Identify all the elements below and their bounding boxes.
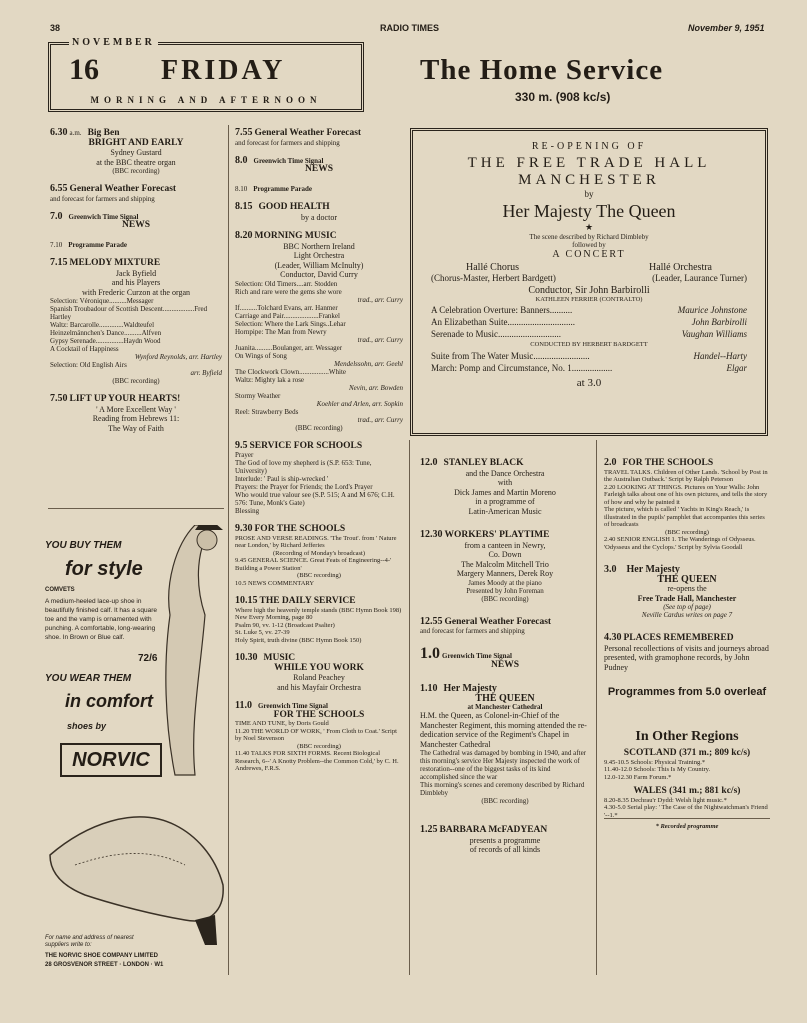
divider: [48, 508, 224, 509]
programme-item: 7.50 LIFT UP YOUR HEARTS! ' A More Excellent Way ' Reading from Hebrews 11: The Way of Faith: [50, 393, 181, 433]
programme-item: 10.30 MUSIC WHILE YOU WORK Roland Peachey and his Mayfair Orchestra: [235, 652, 364, 692]
programme-item: 1.10 Her Majesty THE QUEEN at Manchester Cathedral H.M. the Queen, as Colonel-in-Chief of the Manchester Regiment, this morning attended the re-dedication service of the Regiment's Chapel in Manchester Cathedral The Cathedral was damaged by bombing in 1940, and after this morning's service Her Majesty inspected the work of restoration--one of the biggest tasks of its kind accomplished since the war This morning's scenes and ceremony described by Richard Dimbleby (BBC recording): [420, 683, 587, 805]
programme-item: 7.0 Greenwich Time Signal NEWS: [50, 210, 150, 230]
programme-item: 1.0 Greenwich Time Signal NEWS: [420, 645, 519, 670]
programme-item: 7.10 Programme Parade: [50, 240, 128, 249]
programme-item: 1.25 BARBARA McFADYEAN presents a programme of records of all kinds: [420, 824, 548, 854]
box-city: MANCHESTER: [518, 172, 660, 188]
ad-footer-1: For name and address of nearest suppliers write to:: [45, 935, 134, 948]
column-rule: [409, 440, 410, 975]
programme-item: 9.5 SERVICE FOR SCHOOLS Prayer The God of love my shepherd is (S.P. 653: Tune, University) Interlude: ' Paul is ship-wrecked ' Prayers: the Prayer for Friends; the Lord's Prayer Who would true valour see (S.P. 515; A and M 676; C.H. 576: Tune, Monk's Gate) Blessing: [235, 439, 395, 515]
ad-line-3: YOU WEAR THEM: [45, 673, 132, 684]
programme-item: 8.20 MORNING MUSIC BBC Northern Ireland Light Orchestra (Leader, William McInulty) Conductor, David Curry Selection: Old Timers....arr. Stodden Rich and rare were the gems she wore trad., arr. Curry If..........Tolchard Evans, arr. Hanmer Carriage and Pair....................Frankel Selection: Where the Lark Sings..Lehar Hornpipe: The Man from Newry trad., arr. Curry Juanita..........Boulanger, arr. Wessager On Wings of Song Mendelssohn, arr. Geehl The Clockwork Clown.................White Waltz: Mighty lak a rose Nevin, arr. Bowden Stormy Weather Koehler and Arlen, arr. Sopkin Reel: Strawberry Beds trad., arr. Curry (BBC recording): [235, 230, 403, 432]
magazine-name: RADIO TIMES: [380, 23, 440, 33]
programme-item: 2.0 FOR THE SCHOOLS TRAVEL TALKS. Children of Other Lands. 'School by Post in the Australian Outback.' Script by Ralph Peterson 2.20 LOOKING AT THINGS. Pictures on Your Walls: John Farleigh talks about one of his own pictures, and tells the story of how and why he painted it The picture, which is called ' Yachts in King's Reach,' is illustrated in the pupils' pamphlet that accompanies this series of broadcasts (BBC recording) 2.40 SENIOR ENGLISH 1. The Wanderings of Odysseus. 'Odysseus and the Cyclops.' Script by Sylvia Goodall: [604, 457, 768, 551]
month-label: NOVEMBER: [69, 37, 158, 48]
weekday: FRIDAY: [161, 55, 286, 86]
column-2: [235, 128, 403, 782]
programme-item: 8.15 GOOD HEALTH by a doctor: [235, 201, 337, 222]
box-star: ★: [584, 222, 594, 232]
programme-item: 7.55 General Weather Forecast and forecast for farmers and shipping: [235, 127, 362, 147]
wavelength: 330 m. (908 kc/s): [515, 90, 611, 104]
programme-item: 12.30 WORKERS' PLAYTIME from a canteen in Newry, Co. Down The Malcolm Mitchell Trio Margery Manners, Derek Roy James Moody at the piano Presented by John Foreman (BBC recording): [420, 529, 554, 603]
programme-item: 9.30 FOR THE SCHOOLS PROSE AND VERSE READINGS. 'The Trout'. from ' Nature near London,' by Richard Jefferies (Recording of Monday's broadcast) 9.45 GENERAL SCIENCE. Great Feats of Engineering--4-' Building a Power Station' (BBC recording) 10.5 NEWS COMMENTARY: [235, 523, 397, 587]
ad-price: 72/6: [138, 653, 158, 664]
programme-item: 4.30 PLACES REMEMBERED Personal recollections of visits and journeys abroad presented, with gramophone records, by John Pudney: [604, 632, 769, 672]
ad-line-2: for style: [65, 558, 143, 580]
programme-item: 3.0 Her Majesty THE QUEEN re-opens the Free Trade Hall, Manchester (See top of page) Neville Cardus writes on page 7: [604, 564, 737, 619]
programme-item: 6.55 General Weather Forecast and forecast for farmers and shipping: [50, 183, 177, 203]
period-label: MORNING AND AFTERNOON: [90, 95, 322, 105]
programme-item: 12.0 STANLEY BLACK and the Dance Orchestra with Dick James and Martin Moreno in a programme of Latin-American Music: [420, 457, 556, 516]
page-number: 38: [50, 23, 61, 33]
divider: [604, 818, 770, 819]
programme-item: 7.15 MELODY MIXTURE Jack Byfield and his Players with Frederic Curzon at the organ Selection: Véronique..........Messager Spanish Troubadour of Scottish Descent..................Fred Hartley Waltz: Barcarolle..............Waldteufel Heinzelmännchen's Dance..........Alfven Gypsy Serenade................Haydn Wood A Cocktail of Happiness Wynford Reynolds, arr. Hartley Selection: Old English Airs arr. Byfield (BBC recording): [50, 257, 222, 385]
box-hall: THE FREE TRADE HALL: [467, 155, 711, 171]
programme-item: 6.30 a.m. Big Ben BRIGHT AND EARLY Sydney Gustard at the BBC theatre organ (BBC recording): [50, 127, 184, 175]
issue-date: November 9, 1951: [688, 23, 765, 33]
norvic-logo: NORVIC: [60, 743, 162, 777]
service-title: The Home Service: [420, 54, 664, 86]
regions-title: In Other Regions: [635, 728, 739, 744]
programme-item: 8.10 Programme Parade: [235, 184, 313, 193]
programme-item: 8.0 Greenwich Time Signal NEWS: [235, 154, 333, 174]
box-programme-item: An Elizabethan Suite.............................. John Barbirolli: [431, 317, 747, 327]
free-trade-hall-box: RE-OPENING OF THE FREE TRADE HALL MANCHESTER by Her Majesty The Queen ★ The scene described by Richard Dimbleby followed by A CONCERT Hallé Chorus Hallé Orchestra (Chorus-Master, Herbert Bardgett) (Leader, Laurance Turner) Conductor, Sir John Barbirolli KATHLEEN FERRIER (CONTRALTO) A Celebration Overture: Banners.......... Maurice Johnstone An Elizabethan Suite.............................. John Barbirolli Serenade to Music............................ Vaughan Williams CONDUCTED BY HERBERT BARDGETT Suite from The Water Music......................... Handel--Harty March: Pomp and Circumstance, No. 1.................. Elgar at 3.0: [410, 128, 768, 436]
ad-code: COMVETS: [45, 587, 75, 593]
date-block: [48, 37, 364, 112]
box-programme-item: A Celebration Overture: Banners.......... Maurice Johnstone: [431, 305, 747, 315]
box-programme-item: Suite from The Water Music......................... Handel--Harty: [431, 350, 747, 361]
column-3: [420, 458, 590, 864]
ad-footer-3: 28 GROSVENOR STREET · LONDON · W1: [45, 962, 164, 968]
ad-line-1: YOU BUY THEM: [45, 540, 122, 551]
column-4: 2.0 FOR THE SCHOOLS TRAVEL TALKS. Children of Other Lands. 'School by Post in the Australian Outback.' Script by Ralph Peterson 2.20 LOOKING AT THINGS. Pictures on Your Walls: John Farleigh talks about one of his own pictures, and tells the story of how and why he painted it The picture, which is called ' Yachts in King's Reach,' is illustrated in the pupils' pamphlet that accompanies this series of broadcasts (BBC recording) 2.40 SENIOR ENGLISH 1. The Wanderings of Odysseus. 'Odysseus and the Cyclops.' Script by Sylvia Goodall 3.0 Her Majesty THE QUEEN re-opens the Free Trade Hall, Manchester (See top of page) Neville Cardus writes on page 7 4.30 PLACES REMEMBERED Personal recollections of visits and journeys abroad presented, with gramophone records, by John Pudney Programmes from 5.0 overleaf In Other Regions SCOTLAND (371 m.; 809 kc/s) 9.45-10.5 Schools: Physical Training.* 11.40-12.0 Schools: This Is My Country. 12.0-12.30 Farm Forum.* WALES (341 m.; 881 kc/s) 8.20-8.35 Dechrau'r Dydd: Welsh light music.* 4.30-5.0 Serial play: ' The Case of the Nightwatchman's Friend '--1.* * Recorded programme: [604, 457, 769, 830]
day-number: 16: [69, 53, 99, 86]
box-programme-item: March: Pomp and Circumstance, No. 1.................. Elgar: [431, 362, 747, 373]
programme-item: 11.0 Greenwich Time Signal FOR THE SCHOOLS TIME AND TUNE, by Doris Gould 11.20 THE WORLD OF WORK, ' From Cloth to Coat.' Script by Noel Stevenson (BBC recording) 11.40 TALKS FOR SIXTH FORMS. Recent Biological Research, 6--' A Knotty Problem--the Common Cold,' by C. H. Andrewes, F.R.S.: [235, 700, 399, 772]
box-by: by: [584, 189, 594, 199]
box-programme-item: Serenade to Music............................ Vaughan Williams: [431, 329, 747, 339]
ad-line-5: shoes by: [67, 721, 107, 731]
box-time: at 3.0: [576, 376, 602, 389]
norvic-advertisement: [45, 525, 225, 975]
ad-footer-2: THE NORVIC SHOE COMPANY LIMITED: [45, 953, 159, 959]
column-rule: [228, 125, 229, 975]
box-queen: Her Majesty The Queen: [502, 201, 676, 221]
box-reopening: RE-OPENING OF: [531, 141, 647, 152]
box-conductor: Conductor, Sir John Barbirolli: [528, 284, 650, 296]
ad-line-4: in comfort: [65, 691, 153, 711]
column-1: [50, 128, 222, 442]
column-rule: [596, 440, 597, 975]
box-concert: A CONCERT: [552, 249, 626, 260]
overleaf-note: Programmes from 5.0 overleaf: [607, 686, 767, 698]
programme-item: 10.15 THE DAILY SERVICE Where high the heavenly temple stands (BBC Hymn Book 198) New Every Morning, page 80 Psalm 90, vv. 1-12 (Broadcast Psalter) St. Luke 5, vv. 27-39 Holy Spirit, truth divine (BBC Hymn Book 150): [235, 595, 402, 644]
programme-item: 12.55 General Weather Forecast and forecast for farmers and shipping: [420, 615, 552, 635]
ad-description: A medium-heeled lace-up shoe in beautifully finished calf. It has a square toe and the vamp is ornamented with punching. A comfortable, long-wearing shoe. In Brown or Blue calf.: [45, 598, 158, 641]
